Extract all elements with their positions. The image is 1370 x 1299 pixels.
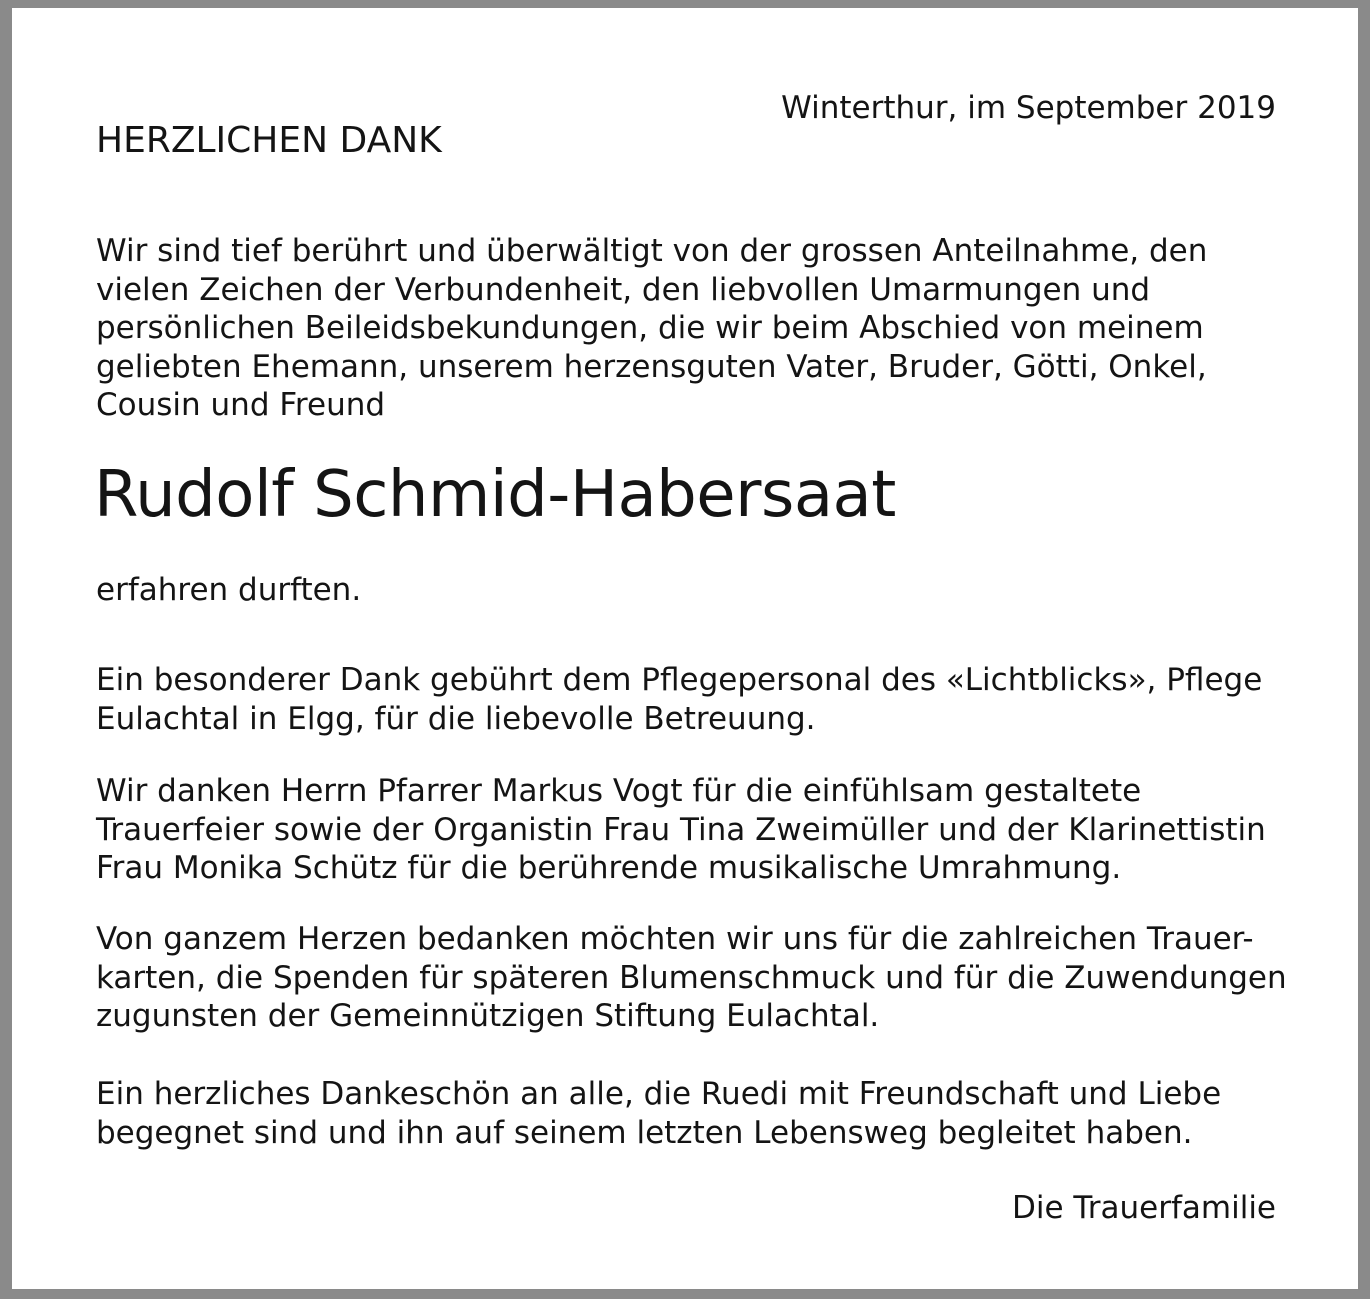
dateline: Winterthur, im September 2019 [781, 90, 1276, 126]
intro-paragraph: Wir sind tief berührt und überwältigt von der grossen Anteilnahme, den vielen Zeichen der Verbundenheit, den liebvollen Umarmungen und persönlichen Beileidsbekundungen, die wir beim Abschied von meinem geliebten Ehemann, unserem herzensguten Vater, Bruder, Götti, Onkel, Cousin und Freund [96, 233, 1208, 423]
signature: Die Trauerfamilie [1011, 1190, 1276, 1226]
ceremony-thanks-paragraph: Wir danken Herrn Pfarrer Markus Vogt für die einfühlsam gestaltete Trauerfeier sowie der Organistin Frau Tina Zweimüller und der Klarinettistin Frau Monika Schütz für die berührende musikalische Umrahmung. [96, 773, 1266, 886]
deceased-name: Rudolf Schmid-Habersaat [94, 458, 896, 532]
care-staff-thanks-paragraph: Ein besonderer Dank gebührt dem Pflegepersonal des «Lichtblicks», Pflege Eulachtal in Elgg, für die liebevolle Betreuung. [96, 662, 1263, 737]
donations-thanks-paragraph: Von ganzem Herzen bedanken möchten wir uns für die zahlreichen Trauer- karten, die Spenden für späteren Blumenschmuck und für die Zuwendungen zugunsten der Gemeinnützigen Stiftung Eulachtal. [96, 921, 1287, 1034]
intro-conclusion: erfahren durften. [96, 572, 362, 608]
closing-thanks-paragraph: Ein herzliches Dankeschön an alle, die Ruedi mit Freundschaft und Liebe begegnet sind und ihn auf seinem letzten Lebensweg begleitet haben. [96, 1076, 1222, 1151]
notice-heading: HERZLICHEN DANK [96, 120, 442, 161]
